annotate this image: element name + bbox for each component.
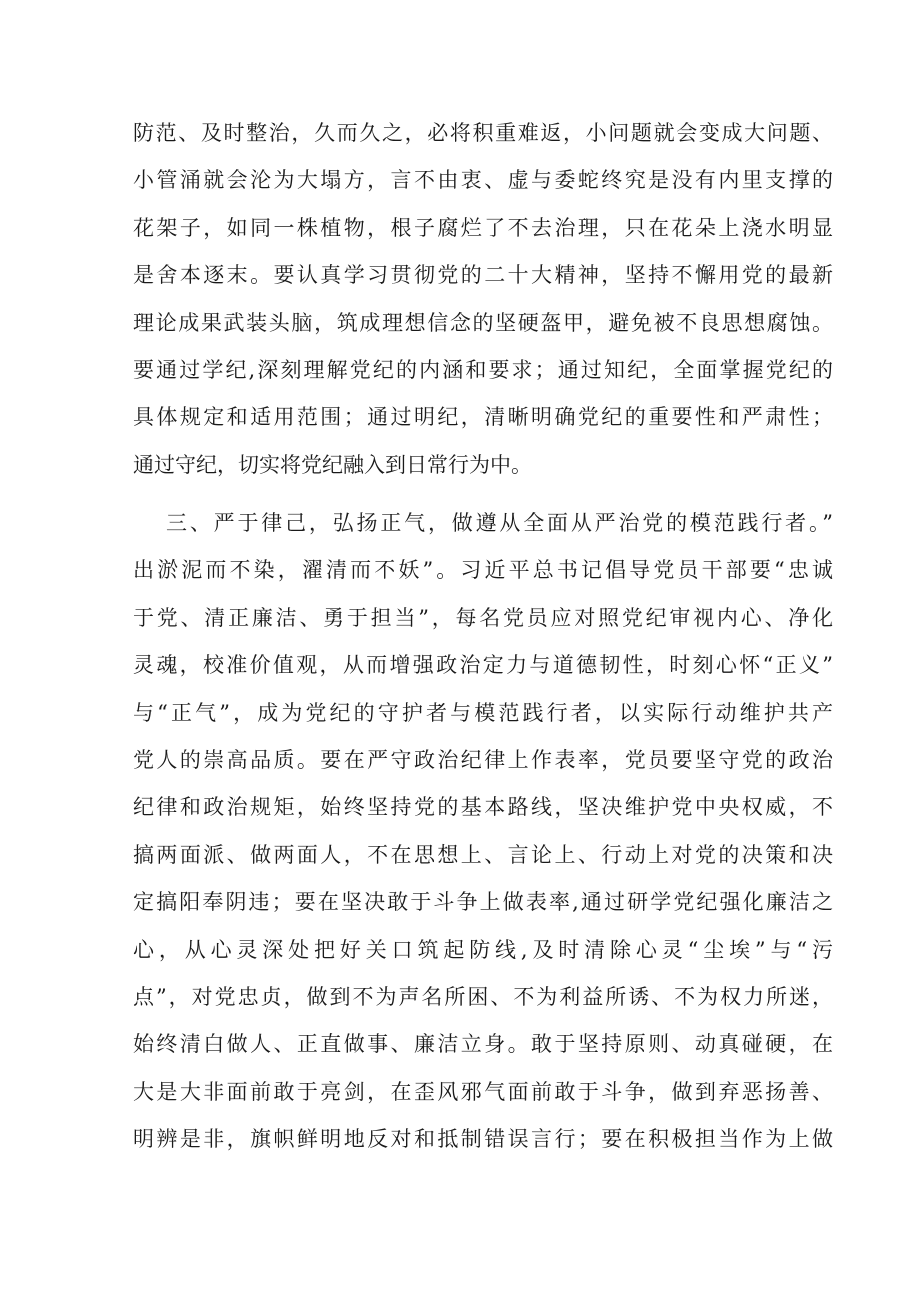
paragraph-2 [133,500,833,1163]
text-line: 花架子，如同一株植物，根子腐烂了不去治理，只在花朵上浇水明显 [133,215,833,240]
text-line: 与“正气”，成为党纪的守护者与模范践行者，以实际行动维护共产 [133,700,833,725]
text-line: 点”，对党忠贞，做到不为声名所困、不为利益所诱、不为权力所迷， [133,984,833,1009]
text-line-last: 通过守纪，切实将党纪融入到日常行为中。 [133,452,532,477]
text-line: 大是大非面前敢于亮剑，在歪风邪气面前敢于斗争，做到弃恶扬善、 [133,1079,833,1104]
text-line: 定搞阳奉阴违；要在坚决敢于斗争上做表率,通过研学党纪强化廉洁之 [133,890,833,915]
text-line: 要通过学纪,深刻理解党纪的内涵和要求；通过知纪，全面掌握党纪的 [133,357,833,382]
text-line: 于党、清正廉洁、勇于担当”，每名党员应对照党纪审视内心、净化 [133,605,833,630]
text-line: 始终清白做人、正直做事、廉洁立身。敢于坚持原则、动真碰硬，在 [133,1032,833,1057]
text-line: 是舍本逐末。要认真学习贯彻党的二十大精神，坚持不懈用党的最新 [133,263,833,288]
text-line: 具体规定和适用范围；通过明纪，清晰明确党纪的重要性和严肃性； [133,405,833,430]
text-line: 党人的崇高品质。要在严守政治纪律上作表率，党员要坚守党的政治 [133,747,833,772]
text-line: 搞两面派、做两面人，不在思想上、言论上、行动上对党的决策和决 [133,842,833,867]
text-line: 纪律和政治规矩，始终坚持党的基本路线，坚决维护党中央权威，不 [133,795,833,820]
text-line: 心，从心灵深处把好关口筑起防线,及时清除心灵“尘埃”与“污 [133,937,833,962]
text-line: 灵魂，校准价值观，从而增强政治定力与道德韧性，时刻心怀“正义” [133,653,833,678]
text-line: 理论成果武装头脑，筑成理想信念的坚硬盔甲，避免被不良思想腐蚀。 [133,310,833,335]
text-line: 出淤泥而不染，濯清而不妖”。习近平总书记倡导党员干部要“忠诚 [133,558,833,583]
text-line: 明辨是非，旗帜鲜明地反对和抵制错误言行；要在积极担当作为上做 [133,1127,833,1152]
section-heading-line: 三、严于律己，弘扬正气，做遵从全面从严治党的模范践行者。” [166,511,833,535]
paragraph-1 [133,110,833,489]
text-line: 防范、及时整治，久而久之，必将积重难返，小问题就会变成大问题、 [133,121,833,145]
text-line: 小管涌就会沦为大塌方，言不由衷、虚与委蛇终究是没有内里支撑的 [133,168,833,193]
